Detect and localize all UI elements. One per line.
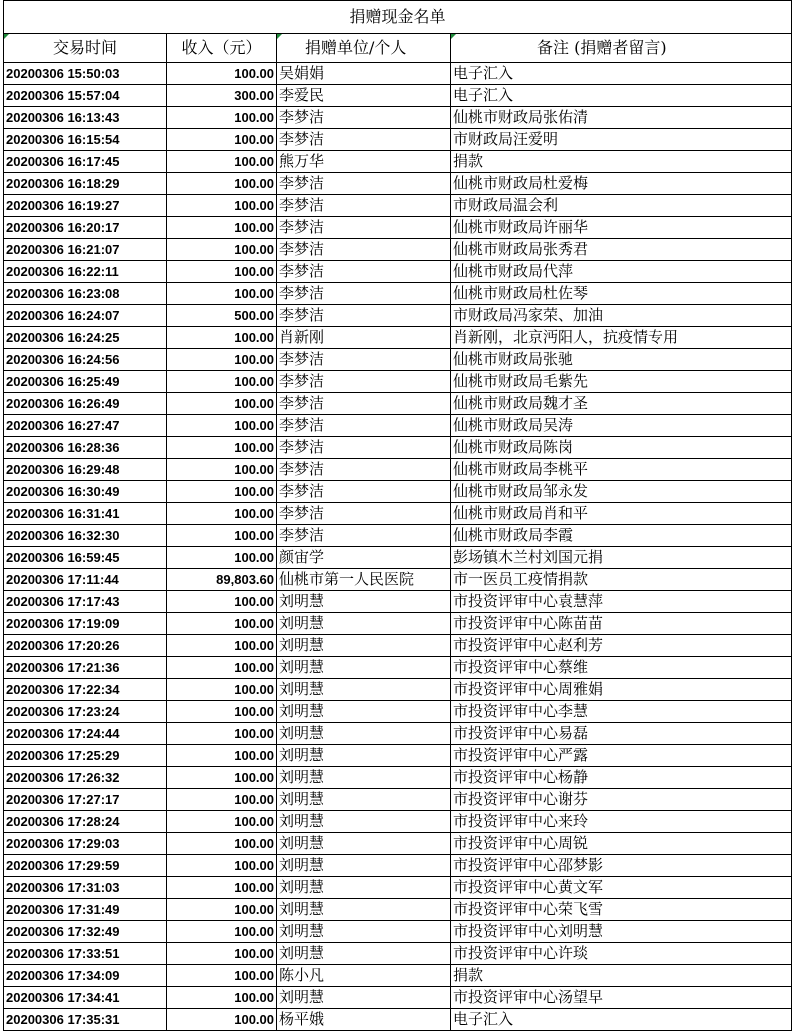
table-row <box>4 371 792 393</box>
cell-donor[interactable]: 刘明慧 <box>277 657 451 679</box>
cell-donor[interactable]: 刘明慧 <box>277 789 451 811</box>
cell-amount[interactable]: 100.00 <box>167 151 277 173</box>
cell-amount[interactable]: 100.00 <box>167 811 277 833</box>
cell-time[interactable]: 20200306 17:34:09 <box>4 965 167 987</box>
table-row <box>4 459 792 481</box>
cell-amount[interactable]: 100.00 <box>167 437 277 459</box>
cell-note[interactable]: 肖新刚，北京沔阳人，抗疫情专用 <box>451 327 792 349</box>
cell-note[interactable]: 市财政局温会利 <box>451 195 792 217</box>
table-row <box>4 63 792 85</box>
cell-note[interactable]: 市财政局汪爱明 <box>451 129 792 151</box>
table-row <box>4 855 792 877</box>
cell-note[interactable]: 仙桃市财政局吴涛 <box>451 415 792 437</box>
col-header-donor[interactable] <box>277 34 451 63</box>
cell-amount[interactable]: 100.00 <box>167 173 277 195</box>
cell-amount[interactable]: 100.00 <box>167 591 277 613</box>
cell-time[interactable]: 20200306 16:28:36 <box>4 437 167 459</box>
cell-donor[interactable]: 李梦洁 <box>277 415 451 437</box>
cell-time[interactable]: 20200306 17:25:29 <box>4 745 167 767</box>
cell-note[interactable]: 市投资评审中心李慧 <box>451 701 792 723</box>
cell-note[interactable]: 市一医员工疫情捐款 <box>451 569 792 591</box>
cell-amount[interactable]: 100.00 <box>167 107 277 129</box>
cell-time[interactable]: 20200306 16:20:17 <box>4 217 167 239</box>
cell-donor[interactable]: 刘明慧 <box>277 745 451 767</box>
table-row <box>4 393 792 415</box>
cell-amount[interactable]: 100.00 <box>167 723 277 745</box>
cell-donor[interactable]: 刘明慧 <box>277 767 451 789</box>
cell-time[interactable]: 20200306 16:30:49 <box>4 481 167 503</box>
table-row <box>4 701 792 723</box>
cell-time[interactable]: 20200306 16:59:45 <box>4 547 167 569</box>
cell-amount[interactable]: 100.00 <box>167 217 277 239</box>
cell-time[interactable]: 20200306 17:21:36 <box>4 657 167 679</box>
cell-time[interactable]: 20200306 17:26:32 <box>4 767 167 789</box>
cell-note[interactable]: 市投资评审中心陈苗苗 <box>451 613 792 635</box>
cell-amount[interactable]: 100.00 <box>167 503 277 525</box>
cell-donor[interactable]: 刘明慧 <box>277 987 451 1009</box>
cell-amount[interactable]: 100.00 <box>167 943 277 965</box>
cell-time[interactable]: 20200306 17:31:03 <box>4 877 167 899</box>
cell-time[interactable]: 20200306 16:24:25 <box>4 327 167 349</box>
cell-time[interactable]: 20200306 17:24:44 <box>4 723 167 745</box>
cell-note[interactable]: 市投资评审中心来玲 <box>451 811 792 833</box>
cell-amount[interactable]: 100.00 <box>167 371 277 393</box>
table-row <box>4 349 792 371</box>
cell-donor[interactable]: 李梦洁 <box>277 459 451 481</box>
cell-note[interactable]: 市投资评审中心杨静 <box>451 767 792 789</box>
cell-donor[interactable]: 陈小凡 <box>277 965 451 987</box>
col-header-note[interactable] <box>451 34 792 63</box>
cell-note[interactable]: 仙桃市财政局李霞 <box>451 525 792 547</box>
cell-note[interactable]: 仙桃市财政局张驰 <box>451 349 792 371</box>
cell-time[interactable]: 20200306 17:28:24 <box>4 811 167 833</box>
col-header-amount-label: 收入（元） <box>181 38 262 57</box>
table-row <box>4 283 792 305</box>
table-row <box>4 107 792 129</box>
cell-time[interactable]: 20200306 16:24:56 <box>4 349 167 371</box>
cell-donor[interactable]: 李梦洁 <box>277 173 451 195</box>
cell-donor[interactable]: 李梦洁 <box>277 107 451 129</box>
cell-note[interactable]: 市投资评审中心黄文军 <box>451 877 792 899</box>
cell-amount[interactable]: 100.00 <box>167 327 277 349</box>
comment-indicator-icon <box>277 34 282 39</box>
cell-amount[interactable]: 89,803.60 <box>167 569 277 591</box>
table-row <box>4 195 792 217</box>
cell-note[interactable]: 电子汇入 <box>451 1009 792 1031</box>
cell-note[interactable]: 市投资评审中心许琰 <box>451 943 792 965</box>
table-row <box>4 151 792 173</box>
cell-note[interactable]: 电子汇入 <box>451 63 792 85</box>
table-row <box>4 239 792 261</box>
cell-amount[interactable]: 100.00 <box>167 877 277 899</box>
cell-donor[interactable]: 李梦洁 <box>277 239 451 261</box>
table-row <box>4 503 792 525</box>
table-row <box>4 173 792 195</box>
cell-amount[interactable]: 100.00 <box>167 239 277 261</box>
cell-note[interactable]: 市投资评审中心周锐 <box>451 833 792 855</box>
cell-donor[interactable]: 杨平娥 <box>277 1009 451 1031</box>
cell-amount[interactable]: 100.00 <box>167 1009 277 1031</box>
cell-amount[interactable]: 100.00 <box>167 195 277 217</box>
cell-amount[interactable]: 300.00 <box>167 85 277 107</box>
cell-donor[interactable]: 李爱民 <box>277 85 451 107</box>
col-header-donor-label: 捐赠单位/个人 <box>305 38 407 57</box>
cell-amount[interactable]: 100.00 <box>167 613 277 635</box>
cell-time[interactable]: 20200306 16:24:07 <box>4 305 167 327</box>
cell-time[interactable]: 20200306 17:17:43 <box>4 591 167 613</box>
cell-time[interactable]: 20200306 17:34:41 <box>4 987 167 1009</box>
cell-note[interactable]: 仙桃市财政局肖和平 <box>451 503 792 525</box>
cell-donor[interactable]: 刘明慧 <box>277 943 451 965</box>
table-row <box>4 723 792 745</box>
cell-time[interactable]: 20200306 16:15:54 <box>4 129 167 151</box>
cell-donor[interactable]: 刘明慧 <box>277 877 451 899</box>
cell-donor[interactable]: 李梦洁 <box>277 437 451 459</box>
cell-amount[interactable]: 100.00 <box>167 349 277 371</box>
cell-donor[interactable]: 仙桃市第一人民医院 <box>277 569 451 591</box>
cell-note[interactable]: 电子汇入 <box>451 85 792 107</box>
table-row <box>4 327 792 349</box>
table-row <box>4 1009 792 1031</box>
cell-note[interactable]: 仙桃市财政局李桃平 <box>451 459 792 481</box>
cell-donor[interactable]: 刘明慧 <box>277 723 451 745</box>
table-row <box>4 657 792 679</box>
cell-amount[interactable]: 100.00 <box>167 965 277 987</box>
cell-amount[interactable]: 500.00 <box>167 305 277 327</box>
cell-time[interactable]: 20200306 16:22:11 <box>4 261 167 283</box>
cell-time[interactable]: 20200306 16:19:27 <box>4 195 167 217</box>
table-row <box>4 85 792 107</box>
cell-time[interactable]: 20200306 15:57:04 <box>4 85 167 107</box>
cell-donor[interactable]: 刘明慧 <box>277 921 451 943</box>
cell-donor[interactable]: 刘明慧 <box>277 811 451 833</box>
cell-amount[interactable]: 100.00 <box>167 855 277 877</box>
table-row <box>4 679 792 701</box>
cell-amount[interactable]: 100.00 <box>167 767 277 789</box>
cell-donor[interactable]: 刘明慧 <box>277 855 451 877</box>
sheet-title[interactable]: 捐赠现金名单 <box>4 1 792 34</box>
cell-time[interactable]: 20200306 16:17:45 <box>4 151 167 173</box>
table-row <box>4 437 792 459</box>
table-row <box>4 921 792 943</box>
table-body <box>4 63 792 1031</box>
col-header-amount[interactable] <box>167 34 277 63</box>
header-row <box>4 34 792 63</box>
cell-time[interactable]: 20200306 16:26:49 <box>4 393 167 415</box>
cell-amount[interactable]: 100.00 <box>167 525 277 547</box>
cell-time[interactable]: 20200306 16:25:49 <box>4 371 167 393</box>
cell-time[interactable]: 20200306 16:23:08 <box>4 283 167 305</box>
table-row <box>4 811 792 833</box>
cell-donor[interactable]: 李梦洁 <box>277 305 451 327</box>
cell-time[interactable]: 20200306 17:31:49 <box>4 899 167 921</box>
table-row <box>4 767 792 789</box>
table-row <box>4 965 792 987</box>
table-row <box>4 899 792 921</box>
cell-amount[interactable]: 100.00 <box>167 129 277 151</box>
cell-donor[interactable]: 李梦洁 <box>277 217 451 239</box>
table-row <box>4 261 792 283</box>
cell-donor[interactable]: 李梦洁 <box>277 129 451 151</box>
table-row <box>4 415 792 437</box>
cell-amount[interactable]: 100.00 <box>167 789 277 811</box>
table-row <box>4 613 792 635</box>
cell-note[interactable]: 仙桃市财政局邹永发 <box>451 481 792 503</box>
cell-note[interactable]: 市投资评审中心蔡维 <box>451 657 792 679</box>
table-row <box>4 789 792 811</box>
cell-time[interactable]: 20200306 17:19:09 <box>4 613 167 635</box>
cell-donor[interactable]: 李梦洁 <box>277 283 451 305</box>
cell-note[interactable]: 市投资评审中心荣飞雪 <box>451 899 792 921</box>
cell-time[interactable]: 20200306 17:32:49 <box>4 921 167 943</box>
table-row <box>4 481 792 503</box>
table-row <box>4 877 792 899</box>
table-row <box>4 987 792 1009</box>
cell-time[interactable]: 20200306 16:18:29 <box>4 173 167 195</box>
cell-donor[interactable]: 肖新刚 <box>277 327 451 349</box>
table-row <box>4 635 792 657</box>
table-row <box>4 217 792 239</box>
cell-donor[interactable]: 李梦洁 <box>277 195 451 217</box>
cell-note[interactable]: 市投资评审中心谢芬 <box>451 789 792 811</box>
cell-donor[interactable]: 熊万华 <box>277 151 451 173</box>
cell-note[interactable]: 市投资评审中心周雅娟 <box>451 679 792 701</box>
cell-donor[interactable]: 刘明慧 <box>277 899 451 921</box>
cell-donor[interactable]: 刘明慧 <box>277 833 451 855</box>
cell-note[interactable]: 仙桃市财政局陈岗 <box>451 437 792 459</box>
title-row <box>4 1 792 34</box>
cell-donor[interactable]: 李梦洁 <box>277 393 451 415</box>
cell-amount[interactable]: 100.00 <box>167 921 277 943</box>
cell-donor[interactable]: 李梦洁 <box>277 481 451 503</box>
cell-donor[interactable]: 刘明慧 <box>277 635 451 657</box>
cell-amount[interactable]: 100.00 <box>167 657 277 679</box>
cell-amount[interactable]: 100.00 <box>167 679 277 701</box>
cell-donor[interactable]: 李梦洁 <box>277 525 451 547</box>
cell-amount[interactable]: 100.00 <box>167 283 277 305</box>
cell-amount[interactable]: 100.00 <box>167 547 277 569</box>
cell-amount[interactable]: 100.00 <box>167 635 277 657</box>
cell-donor[interactable]: 李梦洁 <box>277 503 451 525</box>
cell-time[interactable]: 20200306 17:20:26 <box>4 635 167 657</box>
cell-time[interactable]: 20200306 16:29:48 <box>4 459 167 481</box>
cell-amount[interactable]: 100.00 <box>167 63 277 85</box>
cell-note[interactable]: 仙桃市财政局张秀君 <box>451 239 792 261</box>
donation-table <box>3 0 792 1031</box>
cell-donor[interactable]: 李梦洁 <box>277 371 451 393</box>
cell-time[interactable]: 20200306 17:35:31 <box>4 1009 167 1031</box>
cell-time[interactable]: 20200306 17:23:24 <box>4 701 167 723</box>
cell-time[interactable]: 20200306 16:31:41 <box>4 503 167 525</box>
cell-note[interactable]: 市财政局冯家荣、加油 <box>451 305 792 327</box>
cell-donor[interactable]: 刘明慧 <box>277 613 451 635</box>
cell-note[interactable]: 仙桃市财政局毛紫先 <box>451 371 792 393</box>
cell-time[interactable]: 20200306 16:27:47 <box>4 415 167 437</box>
comment-indicator-icon <box>451 34 456 39</box>
cell-time[interactable]: 20200306 17:11:44 <box>4 569 167 591</box>
cell-time[interactable]: 20200306 16:13:43 <box>4 107 167 129</box>
cell-amount[interactable]: 100.00 <box>167 415 277 437</box>
table-row <box>4 305 792 327</box>
table-row <box>4 129 792 151</box>
cell-time[interactable]: 20200306 17:29:59 <box>4 855 167 877</box>
col-header-time[interactable] <box>4 34 167 63</box>
cell-donor[interactable]: 颜宙学 <box>277 547 451 569</box>
table-row <box>4 525 792 547</box>
cell-donor[interactable]: 刘明慧 <box>277 679 451 701</box>
cell-time[interactable]: 20200306 15:50:03 <box>4 63 167 85</box>
col-header-time-label: 交易时间 <box>52 38 117 57</box>
comment-indicator-icon <box>4 34 9 39</box>
table-row <box>4 943 792 965</box>
table-row <box>4 547 792 569</box>
cell-note[interactable]: 仙桃市财政局杜佐琴 <box>451 283 792 305</box>
cell-note[interactable]: 市投资评审中心汤望早 <box>451 987 792 1009</box>
cell-time[interactable]: 20200306 17:27:17 <box>4 789 167 811</box>
cell-time[interactable]: 20200306 17:22:34 <box>4 679 167 701</box>
cell-amount[interactable]: 100.00 <box>167 481 277 503</box>
table-row <box>4 591 792 613</box>
cell-note[interactable]: 市投资评审中心邵梦影 <box>451 855 792 877</box>
cell-amount[interactable]: 100.00 <box>167 899 277 921</box>
cell-time[interactable]: 20200306 16:21:07 <box>4 239 167 261</box>
cell-amount[interactable]: 100.00 <box>167 701 277 723</box>
table-row <box>4 745 792 767</box>
cell-donor[interactable]: 刘明慧 <box>277 591 451 613</box>
cell-note[interactable]: 市投资评审中心易磊 <box>451 723 792 745</box>
cell-note[interactable]: 彭场镇木兰村刘国元捐 <box>451 547 792 569</box>
cell-note[interactable]: 仙桃市财政局杜爱梅 <box>451 173 792 195</box>
table-row <box>4 833 792 855</box>
col-header-note-label: 备注 (捐赠者留言) <box>537 38 667 57</box>
cell-time[interactable]: 20200306 17:33:51 <box>4 943 167 965</box>
cell-amount[interactable]: 100.00 <box>167 987 277 1009</box>
cell-note[interactable]: 捐款 <box>451 965 792 987</box>
cell-time[interactable]: 20200306 16:32:30 <box>4 525 167 547</box>
cell-note[interactable]: 市投资评审中心赵利芳 <box>451 635 792 657</box>
cell-donor[interactable]: 吴娟娟 <box>277 63 451 85</box>
cell-amount[interactable]: 100.00 <box>167 393 277 415</box>
cell-note[interactable]: 仙桃市财政局魏才圣 <box>451 393 792 415</box>
table-row <box>4 569 792 591</box>
cell-donor[interactable]: 李梦洁 <box>277 261 451 283</box>
cell-donor[interactable]: 李梦洁 <box>277 349 451 371</box>
cell-amount[interactable]: 100.00 <box>167 459 277 481</box>
cell-amount[interactable]: 100.00 <box>167 833 277 855</box>
cell-note[interactable]: 仙桃市财政局张佑清 <box>451 107 792 129</box>
cell-amount[interactable]: 100.00 <box>167 261 277 283</box>
cell-note[interactable]: 市投资评审中心严露 <box>451 745 792 767</box>
cell-time[interactable]: 20200306 17:29:03 <box>4 833 167 855</box>
cell-note[interactable]: 市投资评审中心刘明慧 <box>451 921 792 943</box>
cell-note[interactable]: 仙桃市财政局许丽华 <box>451 217 792 239</box>
cell-donor[interactable]: 刘明慧 <box>277 701 451 723</box>
cell-amount[interactable]: 100.00 <box>167 745 277 767</box>
cell-note[interactable]: 市投资评审中心袁慧萍 <box>451 591 792 613</box>
cell-note[interactable]: 仙桃市财政局代萍 <box>451 261 792 283</box>
cell-note[interactable]: 捐款 <box>451 151 792 173</box>
